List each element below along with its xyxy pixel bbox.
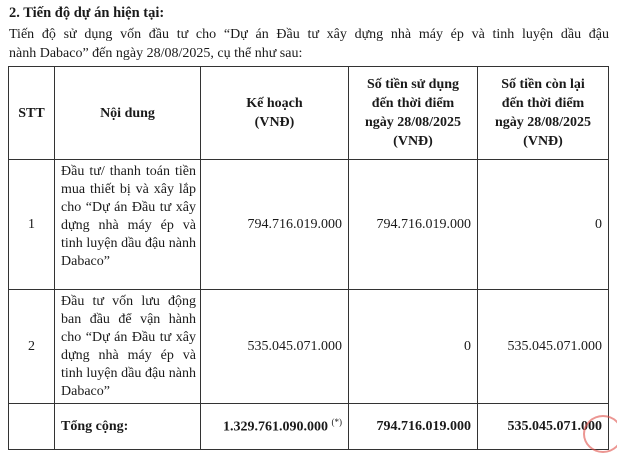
header-content: Nội dung [55,67,201,160]
total-row [9,404,609,450]
header-remaining [478,67,609,160]
total-plan-value: 1.329.761.090.000 [223,419,328,435]
red-stamp-mark [583,415,617,453]
capital-usage-table [8,66,609,450]
intro-paragraph [9,25,609,63]
total-remaining: 535.045.071.000 [478,404,609,450]
row-plan: 535.045.071.000 [201,290,349,404]
header-used-line: (VNĐ) [393,134,433,149]
header-remaining-line: ngày 28/08/2025 [494,115,592,130]
header-plan-line: Kế hoạch [246,96,303,111]
header-remaining-line: Số tiền còn lại [501,77,585,92]
total-stt-empty [9,404,55,450]
row-stt: 1 [9,160,55,290]
row-stt: 2 [9,290,55,404]
row-content: Đầu tư vốn lưu động ban đầu để vận hành cho “Dự án Đầu tư xây dựng nhà máy ép và tinh luyện dầu đậu nành Dabaco” [55,290,201,404]
section-heading: 2. Tiến độ dự án hiện tại: [9,5,165,21]
header-used-line: ngày 28/08/2025 [364,115,462,130]
row-remaining: 0 [478,160,609,290]
row-remaining: 535.045.071.000 [478,290,609,404]
header-remaining-line: (VNĐ) [523,134,563,149]
row-plan: 794.716.019.000 [201,160,349,290]
header-used-line: Số tiền sử dụng [366,77,460,92]
table-row [9,160,609,290]
table-row [9,290,609,404]
row-used: 0 [349,290,478,404]
row-content: Đầu tư/ thanh toán tiền mua thiết bị và xây lắp cho “Dự án Đầu tư xây dựng nhà máy ép và tinh luyện dầu đậu nành Dabaco” [55,160,201,290]
header-used [349,67,478,160]
intro-line-2: nành Dabaco” đến ngày 28/08/2025, cụ thể như sau: [9,46,303,61]
intro-line-1: Tiến độ sử dụng vốn đầu tư cho “Dự án Đầu tư xây dựng nhà máy ép và tinh luyện dầu đậu [9,27,609,42]
total-plan [201,404,349,450]
total-plan-note: (*) [331,417,342,428]
table-header-row [9,67,609,160]
header-plan-line: (VNĐ) [254,115,295,130]
header-stt: STT [9,67,55,160]
total-label: Tổng cộng: [55,404,201,450]
total-used: 794.716.019.000 [349,404,478,450]
row-used: 794.716.019.000 [349,160,478,290]
header-plan [201,67,349,160]
header-used-line: đến thời điểm [371,96,455,111]
header-remaining-line: đến thời điểm [501,96,585,111]
